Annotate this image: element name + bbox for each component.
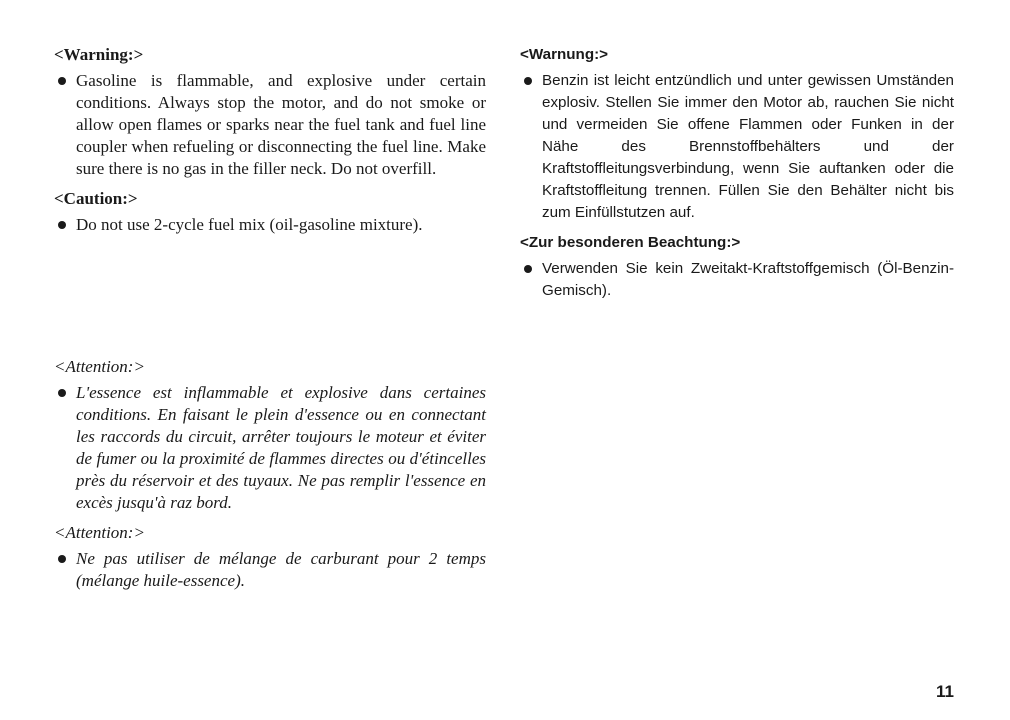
english-caution-item [54, 214, 486, 236]
french-warning-text: L'essence est inflammable et explosive dans certaines conditions. En faisant le plein d'essence ou en connectant les raccords du circuit, arrêter toujours le moteur et éviter de fumer ou la proximité de flammes directes ou d'étincelles près du réservoir et des tuyaux. Ne pas remplir l'essence en excès jusqu'à raz bord. [76, 383, 486, 512]
german-warning-heading: <Warnung:> [520, 46, 609, 63]
french-caution-item [54, 548, 486, 592]
bullet-icon [520, 70, 542, 92]
german-caution-item [520, 258, 954, 302]
french-caution-heading: <Attention:> [54, 523, 145, 542]
page-number: 11 [936, 682, 954, 701]
english-warning-text: Gasoline is flammable, and explosive under certain conditions. Always stop the motor, and do not smoke or allow open flames or sparks near the fuel tank and fuel line coupler when refueling or disconnecting the fuel line. Make sure there is no gas in the filler neck. Do not overfill. [76, 71, 486, 178]
german-warning-item [520, 70, 954, 224]
english-warning-item [54, 70, 486, 180]
english-section [54, 44, 486, 244]
french-section [54, 356, 486, 600]
french-caution-text: Ne pas utiliser de mélange de carburant pour 2 temps (mélange huile-essence). [76, 549, 486, 590]
bullet-icon [54, 214, 76, 236]
french-warning-heading: <Attention:> [54, 357, 145, 376]
bullet-icon [54, 382, 76, 404]
german-caution-heading: <Zur besonderen Beachtung:> [520, 234, 741, 251]
english-caution-text: Do not use 2-cycle fuel mix (oil-gasoline mixture). [76, 215, 423, 234]
english-caution-heading: <Caution:> [54, 189, 138, 208]
bullet-icon [520, 258, 542, 280]
german-caution-text: Verwenden Sie kein Zweitakt-Kraftstoffgemisch (Öl-Benzin-Gemisch). [542, 260, 954, 299]
english-warning-heading: <Warning:> [54, 45, 144, 64]
bullet-icon [54, 70, 76, 92]
german-section [520, 44, 954, 310]
german-warning-text: Benzin ist leicht entzündlich und unter gewissen Umständen explosiv. Stellen Sie immer den Motor ab, rauchen Sie nicht und vermeiden Sie offene Flammen oder Funken in der Nähe des Brennstoffbehälters und der Kraftstoffleitungsverbindung, wenn Sie auftanken oder die Kraftstoffleitung trennen. Füllen Sie den Behälter nicht bis zum Einfüllstutzen auf. [542, 72, 954, 221]
french-warning-item [54, 382, 486, 514]
bullet-icon [54, 548, 76, 570]
